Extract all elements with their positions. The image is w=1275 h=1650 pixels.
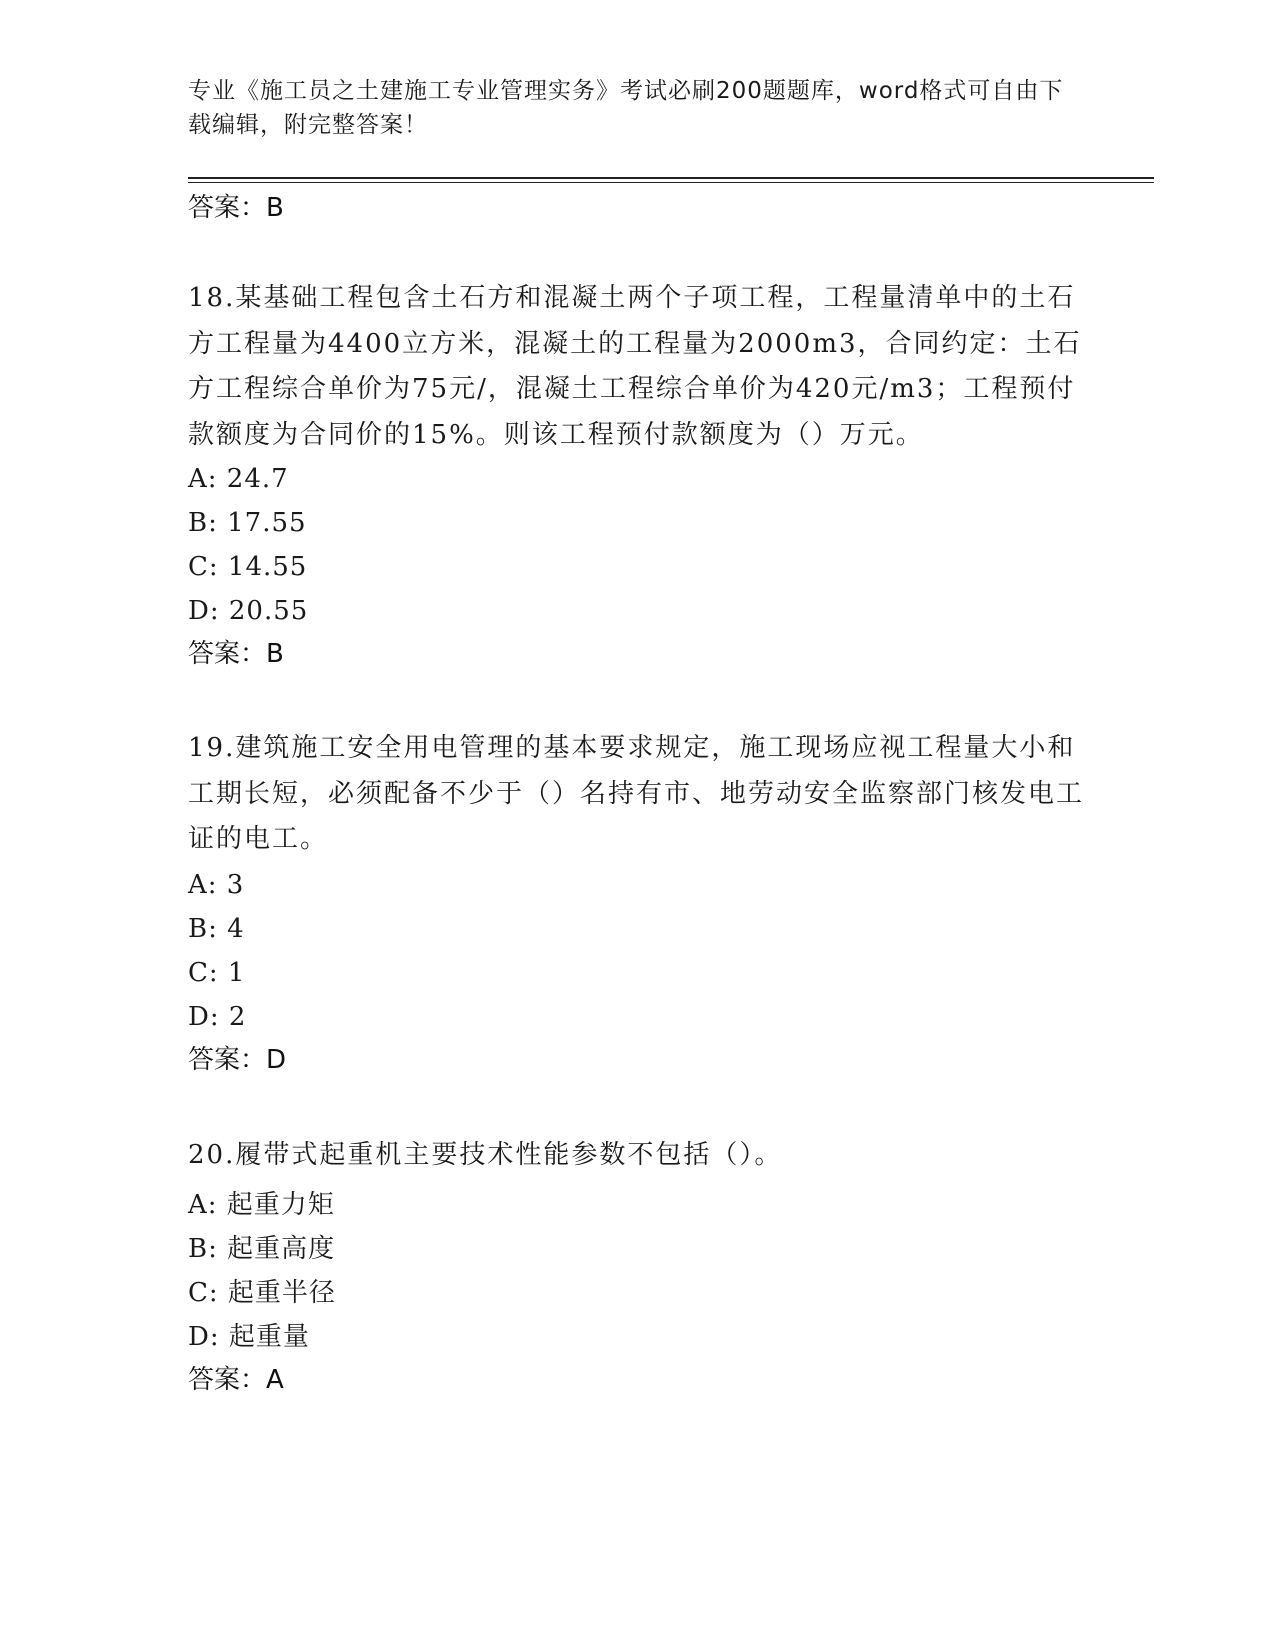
question-20-answer: 答案：A	[188, 1365, 284, 1395]
question-20-option-c: C: 起重半径	[188, 1278, 336, 1308]
header-divider-thick	[188, 177, 1154, 179]
question-20-option-b: B: 起重高度	[188, 1234, 336, 1264]
question-18-answer: 答案：B	[188, 639, 284, 669]
question-18-option-c: C: 14.55	[188, 552, 308, 582]
question-18-option-a: A: 24.7	[188, 464, 289, 494]
question-18-option-b: B: 17.55	[188, 508, 307, 538]
question-20-text: 20.履带式起重机主要技术性能参数不包括（）。	[188, 1140, 783, 1170]
question-19-option-c: C: 1	[188, 958, 246, 988]
question-20-option-d: D: 起重量	[188, 1322, 310, 1352]
question-18-option-d: D: 20.55	[188, 596, 309, 626]
question-19-answer: 答案：D	[188, 1045, 287, 1075]
question-19-text: 19.建筑施工安全用电管理的基本要求规定，施工现场应视工程量大小和工期长短，必须配备不少于（）名持有市、地劳动安全监察部门核发电工证的电工。	[188, 733, 1085, 854]
previous-question-answer: 答案：B	[188, 193, 284, 223]
question-19-option-a: A: 3	[188, 870, 245, 900]
question-19-option-d: D: 2	[188, 1002, 247, 1032]
document-header-title: 专业《施工员之土建施工专业管理实务》考试必刷200题题库，word格式可自由下载编辑，附完整答案！	[188, 78, 1064, 138]
header-divider-thin	[188, 182, 1154, 183]
question-20-option-a: A: 起重力矩	[188, 1190, 335, 1220]
question-18-text: 18.某基础工程包含土石方和混凝土两个子项工程，工程量清单中的土石方工程量为4400立方米，混凝土的工程量为2000m3，合同约定：土石方工程综合单价为75元/，混凝土工程综合单价为420元/m3；工程预付款额度为合同价的15%。则该工程预付款额度为（）万元。	[188, 283, 1082, 450]
question-19-option-b: B: 4	[188, 914, 245, 944]
